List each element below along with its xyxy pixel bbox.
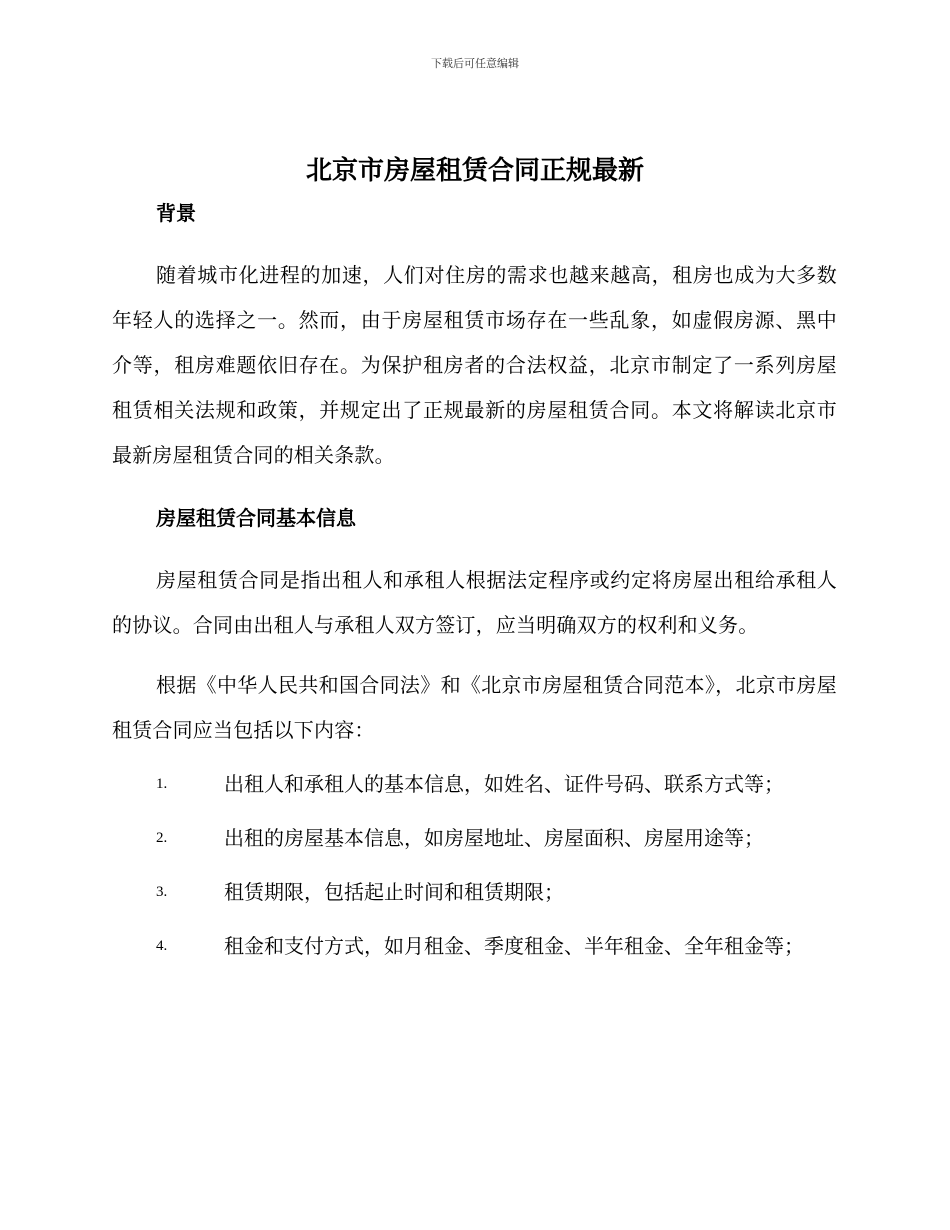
list-number: 3. xyxy=(156,884,168,900)
list-number: 4. xyxy=(156,938,168,954)
list-item xyxy=(112,870,837,915)
paragraph-contract-definition: 房屋租赁合同是指出租人和承租人根据法定程序或约定将房屋出租给承租人的协议。合同由出租人与承租人双方签订，应当明确双方的权利和义务。 xyxy=(112,568,837,637)
document-body xyxy=(112,198,837,969)
list-item-text: 租金和支付方式，如月租金、季度租金、半年租金、全年租金等； xyxy=(224,934,804,958)
list-item-text: 出租人和承租人的基本信息，如姓名、证件号码、联系方式等； xyxy=(224,772,784,796)
document-title: 北京市房屋租赁合同正规最新 xyxy=(305,156,644,186)
section-heading-background: 背景 xyxy=(156,201,196,225)
list-item xyxy=(112,762,837,807)
paragraph-background: 随着城市化进程的加速，人们对住房的需求也越来越高，租房也成为大多数年轻人的选择之一。然而，由于房屋租赁市场存在一些乱象，如虚假房源、黑中介等，租房难题依旧存在。为保护租房者的合法权益，北京市制定了一系列房屋租赁相关法规和政策，并规定出了正规最新的房屋租赁合同。本文将解读北京市最新房屋租赁合同的相关条款。 xyxy=(112,263,837,467)
section-heading-basic-info: 房屋租赁合同基本信息 xyxy=(156,506,356,530)
list-number: 1. xyxy=(156,776,168,792)
list-number: 2. xyxy=(156,830,168,846)
list-item-text: 租赁期限，包括起止时间和租赁期限； xyxy=(224,880,564,904)
paragraph-contract-contents: 根据《中华人民共和国合同法》和《北京市房屋租赁合同范本》，北京市房屋租赁合同应当包括以下内容： xyxy=(112,673,837,742)
list-item xyxy=(112,816,837,861)
list-item-text: 出租的房屋基本信息，如房屋地址、房屋面积、房屋用途等； xyxy=(224,826,764,850)
list-item xyxy=(112,924,837,969)
header-note: 下载后可任意编辑 xyxy=(431,57,519,70)
